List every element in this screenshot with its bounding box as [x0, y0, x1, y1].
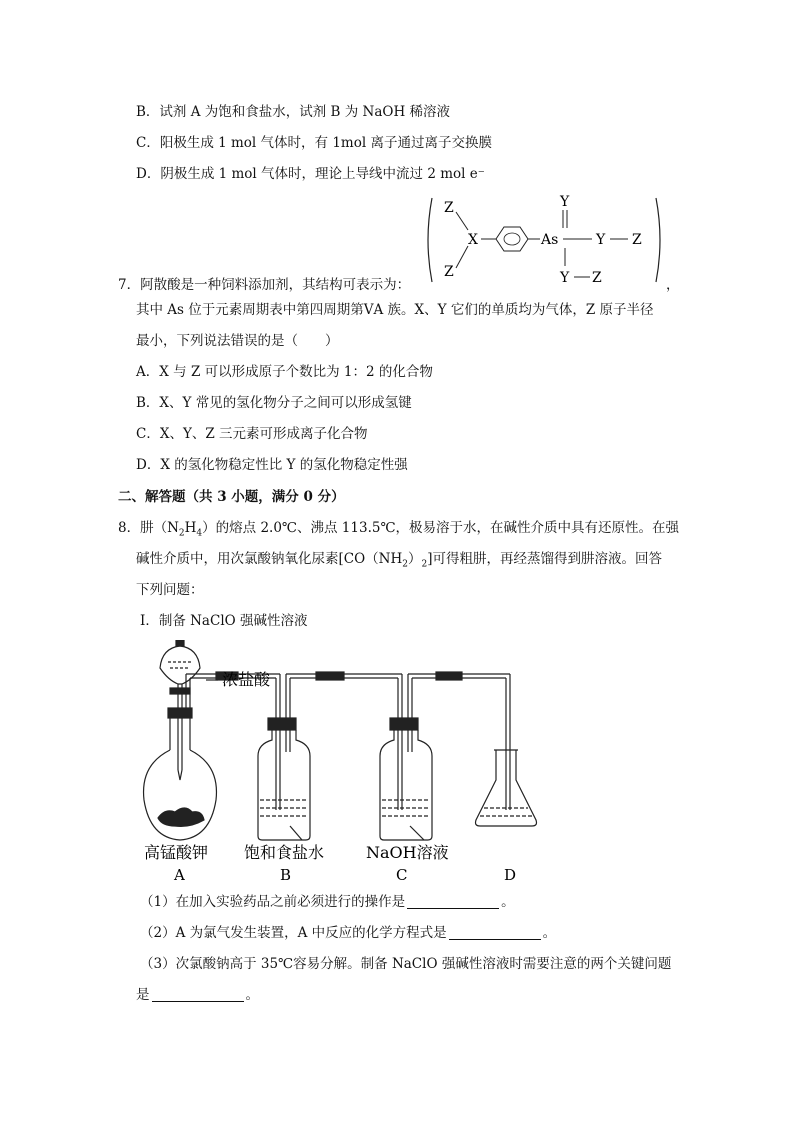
z-right-label: Z [632, 232, 642, 248]
y-right-label: Y [596, 232, 606, 248]
acid-label: 浓盐酸 [222, 670, 271, 689]
label-c-reagent: NaOH溶液 [366, 843, 449, 862]
q7-stem-line3: 最小，下列说法错误的是（ ） [136, 333, 339, 349]
z-bottom-right-label: Z [592, 270, 602, 286]
q6-option-b: B．试剂 A 为饱和食盐水，试剂 B 为 NaOH 稀溶液 [136, 104, 451, 120]
q7-option-c: C．X、Y、Z 三元素可形成离子化合物 [136, 426, 368, 442]
q6-option-c: C．阳极生成 1 mol 气体时，有 1mol 离子通过离子交换膜 [136, 135, 492, 151]
q7-option-a: A．X 与 Z 可以形成原子个数比为 1：2 的化合物 [136, 364, 433, 380]
x-label: X [468, 232, 478, 248]
section-heading: 二、解答题（共 3 小题，满分 0 分） [118, 489, 345, 505]
answer-blank-2[interactable] [449, 925, 541, 940]
q7-stem-line2: 其中 As 位于元素周期表中第四周期第ⅤA 族。X、Y 它们的单质均为气体，Z 原子半径 [136, 302, 654, 318]
q8-part1-heading: Ⅰ．制备 NaClO 强碱性溶液 [140, 613, 308, 629]
q6-option-d: D．阴极生成 1 mol 气体时，理论上导线中流过 2 mol e⁻ [136, 166, 485, 182]
z-top-label: Z [444, 200, 454, 216]
letter-a: A [174, 866, 185, 884]
q8-sub3-line1: （3）次氯酸钠高于 35℃容易分解。制备 NaClO 强碱性溶液时需要注意的两个关键问题 [140, 956, 672, 972]
q8-sub1: （1）在加入实验药品之前必须进行的操作是 。 [140, 894, 515, 910]
q7-option-d: D．X 的氢化物稳定性比 Y 的氢化物稳定性强 [136, 457, 408, 473]
letter-b: B [280, 866, 292, 884]
y-bottom-label: Y [560, 270, 570, 286]
q8-sub3-line2: 是 。 [136, 987, 259, 1003]
z-bottom-label: Z [444, 264, 454, 280]
q8-line3: 下列问题： [136, 582, 204, 598]
as-label: As [541, 232, 559, 248]
letter-d: D [504, 866, 517, 884]
y-top-label: Y [560, 194, 570, 210]
label-a-reagent: 高锰酸钾 [144, 843, 209, 862]
answer-blank-1[interactable] [407, 894, 499, 909]
q8-sub2: （2）A 为氯气发生装置，A 中反应的化学方程式是 。 [140, 925, 557, 941]
q8-line2: 碱性介质中，用次氯酸钠氧化尿素$[CO(NH_2)_2]$可得粗肼，再经蒸馏得到肼溶液。回答 [136, 551, 662, 570]
apparatus-diagram [140, 640, 540, 890]
q7-stem-comma: ， [666, 277, 680, 293]
answer-blank-3[interactable] [152, 987, 244, 1002]
label-b-reagent: 饱和食盐水 [244, 843, 325, 862]
q8-line1: 8．肼$(N_2H_4)$的熔点 2.0℃、沸点 113.5℃，极易溶于水，在碱性介质中具有还原性。在强 [118, 520, 680, 539]
letter-c: C [396, 866, 408, 884]
arsanilic-structure [420, 190, 680, 290]
q7-option-b: B．X、Y 常见的氢化物分子之间可以形成氢键 [136, 395, 412, 411]
q7-stem-line1: 7．阿散酸是一种饲料添加剂，其结构可表示为： [118, 277, 411, 293]
